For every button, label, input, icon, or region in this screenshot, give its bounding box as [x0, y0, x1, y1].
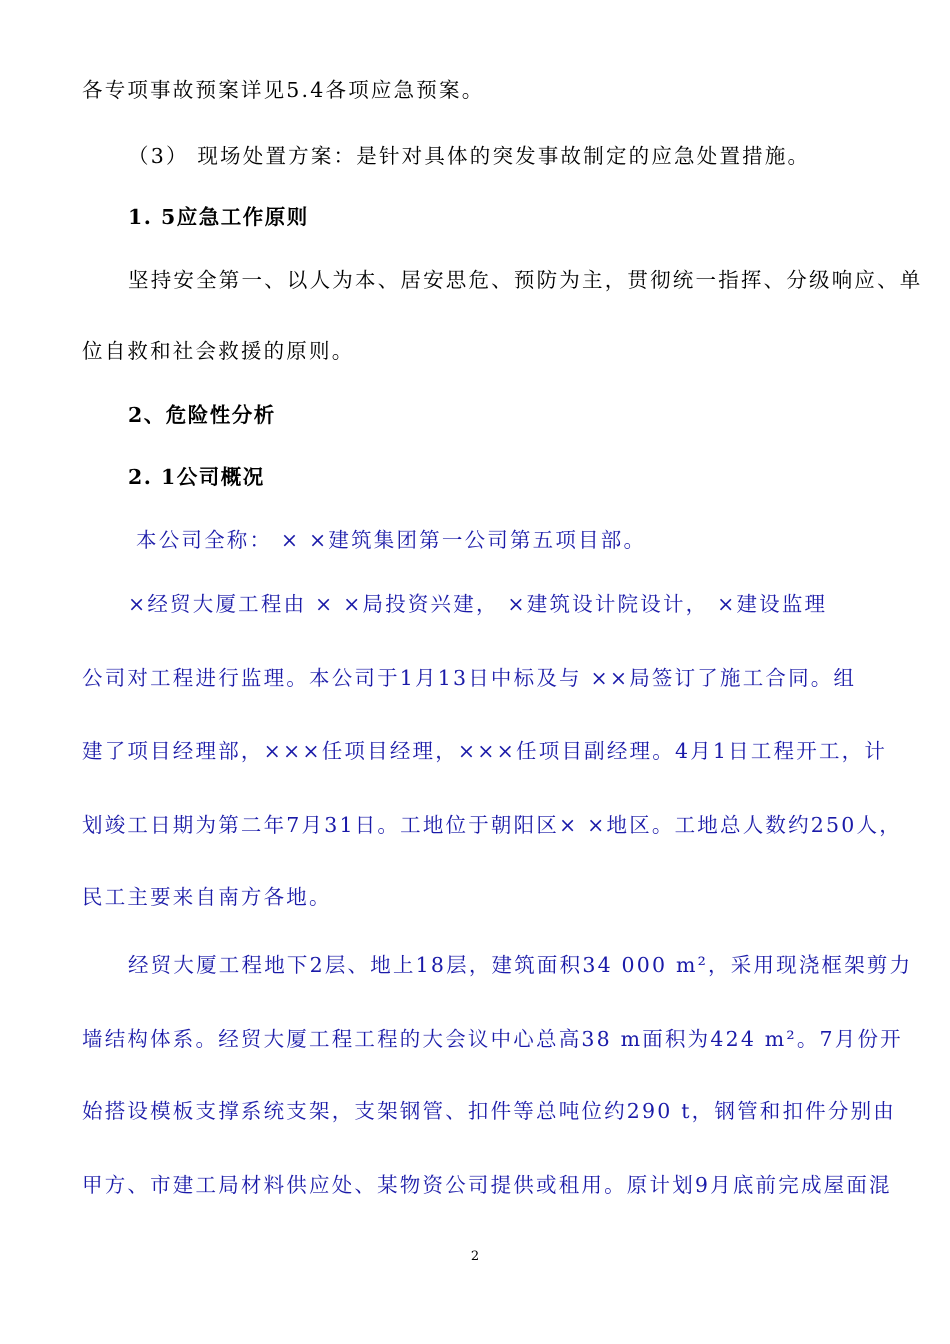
paragraph-line-building-3: 始搭设模板支撑系统支架，支架钢管、扣件等总吨位约290 t，钢管和扣件分别由 [82, 1099, 896, 1123]
section-heading-2-1: 2. 1公司概况 [128, 465, 265, 489]
paragraph-line-onsite-disposal-plan: （3） 现场处置方案：是针对具体的突发事故制定的应急处置措施。 [128, 144, 811, 168]
paragraph-line-building-2: 墙结构体系。经贸大厦工程工程的大会议中心总高38 m面积为424 m²。7月份开 [82, 1027, 903, 1051]
paragraph-line-project-3: 建了项目经理部，×××任项目经理，×××任项目副经理。4月1日工程开工，计 [82, 739, 888, 763]
paragraph-line-project-1: ×经贸大厦工程由 × ×局投资兴建， ×建筑设计院设计， ×建设监理 [128, 592, 828, 616]
paragraph-line-project-4: 划竣工日期为第二年7月31日。工地位于朝阳区× ×地区。工地总人数约250人， [82, 813, 902, 837]
paragraph-line-project-2: 公司对工程进行监理。本公司于1月13日中标及与 ××局签订了施工合同。组 [82, 666, 857, 690]
paragraph-line-emergency-plans-reference: 各专项事故预案详见5.4各项应急预案。 [82, 78, 485, 102]
paragraph-line-building-1: 经贸大厦工程地下2层、地上18层，建筑面积34 000 m²，采用现浇框架剪力 [128, 953, 913, 977]
paragraph-line-company-name: 本公司全称： × ×建筑集团第一公司第五项目部。 [136, 528, 647, 552]
paragraph-line-principles-2: 位自救和社会救援的原则。 [82, 339, 355, 363]
paragraph-line-principles-1: 坚持安全第一、以人为本、居安思危、预防为主，贯彻统一指挥、分级响应、单 [128, 268, 923, 292]
section-heading-2: 2、危险性分析 [128, 403, 276, 427]
paragraph-line-building-4: 甲方、市建工局材料供应处、某物资公司提供或租用。原计划9月底前完成屋面混 [82, 1173, 892, 1197]
paragraph-line-project-5: 民工主要来自南方各地。 [82, 885, 332, 909]
page-number: 2 [470, 1249, 480, 1264]
section-heading-1-5: 1. 5应急工作原则 [128, 205, 309, 229]
